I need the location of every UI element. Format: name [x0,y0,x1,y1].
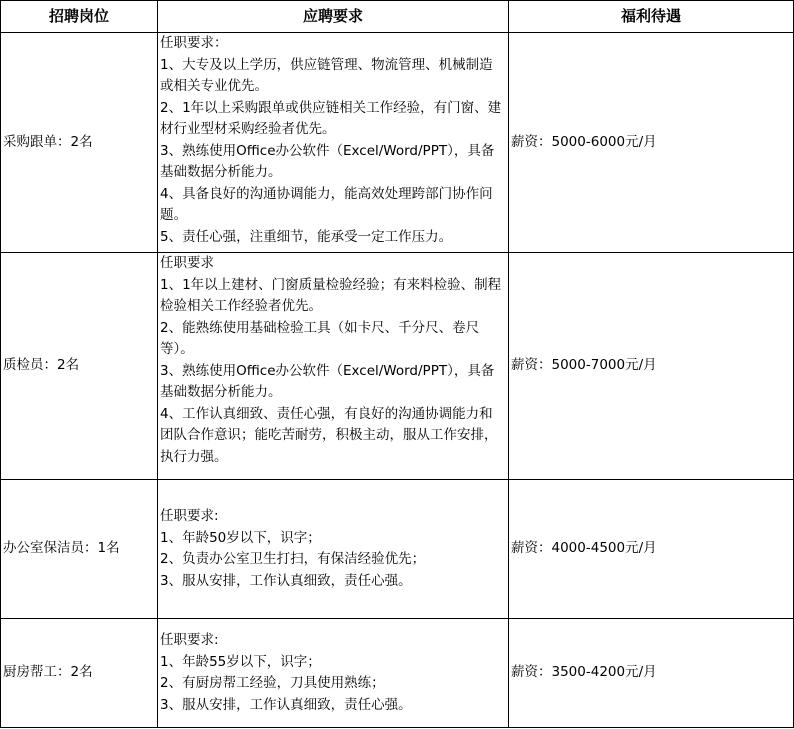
requirement-line: 1、大专及以上学历，供应链管理、物流管理、机械制造或相关专业优先。 [160,56,493,94]
requirement-line: 1、1年以上建材、门窗质量检验经验；有来料检验、制程检验相关工作经验者优先。 [160,276,502,314]
requirement-line: 3、服从安排，工作认真细致，责任心强。 [160,696,412,713]
table-row [1,480,794,619]
requirements-cell [158,480,509,619]
requirement-line: 1、年龄50岁以下，识字； [160,529,321,546]
requirement-line: 2、有厨房帮工经验，刀具使用熟练； [160,675,385,691]
requirement-line: 任职要求: [160,508,219,524]
header-requirements: 应聘要求 [158,1,509,33]
table-row [1,619,794,728]
requirement-line: 2、1年以上采购跟单或供应链相关工作经验，有门窗、建材行业型材采购经验者优先。 [160,99,502,137]
benefit-cell: 薪资：5000-6000元/月 [509,33,794,253]
position-cell: 厨房帮工：2名 [1,619,158,728]
requirement-line: 3、服从安排，工作认真细致，责任心强。 [160,572,412,589]
benefit-cell: 薪资：3500-4200元/月 [509,619,794,728]
requirement-line: 2、负责办公室卫生打扫，有保洁经验优先； [160,551,426,567]
header-row [1,1,794,33]
benefit-cell: 薪资：5000-7000元/月 [509,253,794,480]
position-cell: 办公室保洁员：1名 [1,480,158,619]
requirement-line: 1、年龄55岁以下，识字； [160,653,321,670]
requirement-line: 3、熟练使用Office办公软件（Excel/Word/PPT），具备基础数据分析能力。 [160,362,495,400]
requirement-line: 4、具备良好的沟通协调能力，能高效处理跨部门协作问题。 [160,185,493,223]
requirements-cell [158,33,509,253]
requirement-line: 4、工作认真细致、责任心强，有良好的沟通协调能力和团队合作意识；能吃苦耐劳，积极主动，服从工作安排，执行力强。 [160,405,498,465]
requirement-line: 2、能熟练使用基础检验工具（如卡尺、千分尺、卷尺等）。 [160,319,480,357]
table-row [1,33,794,253]
position-cell: 质检员：2名 [1,253,158,480]
header-position: 招聘岗位 [1,1,158,33]
requirement-line: 任职要求： [160,35,228,51]
requirement-line: 任职要求 [160,255,214,271]
requirement-line: 3、熟练使用Office办公软件（Excel/Word/PPT），具备基础数据分析能力。 [160,142,495,180]
requirements-cell [158,253,509,480]
header-benefits: 福利待遇 [509,1,794,33]
requirements-cell [158,619,509,728]
benefit-cell: 薪资：4000-4500元/月 [509,480,794,619]
position-cell: 采购跟单：2名 [1,33,158,253]
requirement-line: 5、责任心强，注重细节，能承受一定工作压力。 [160,228,453,245]
table-row [1,253,794,480]
requirement-line: 任职要求: [160,632,219,648]
